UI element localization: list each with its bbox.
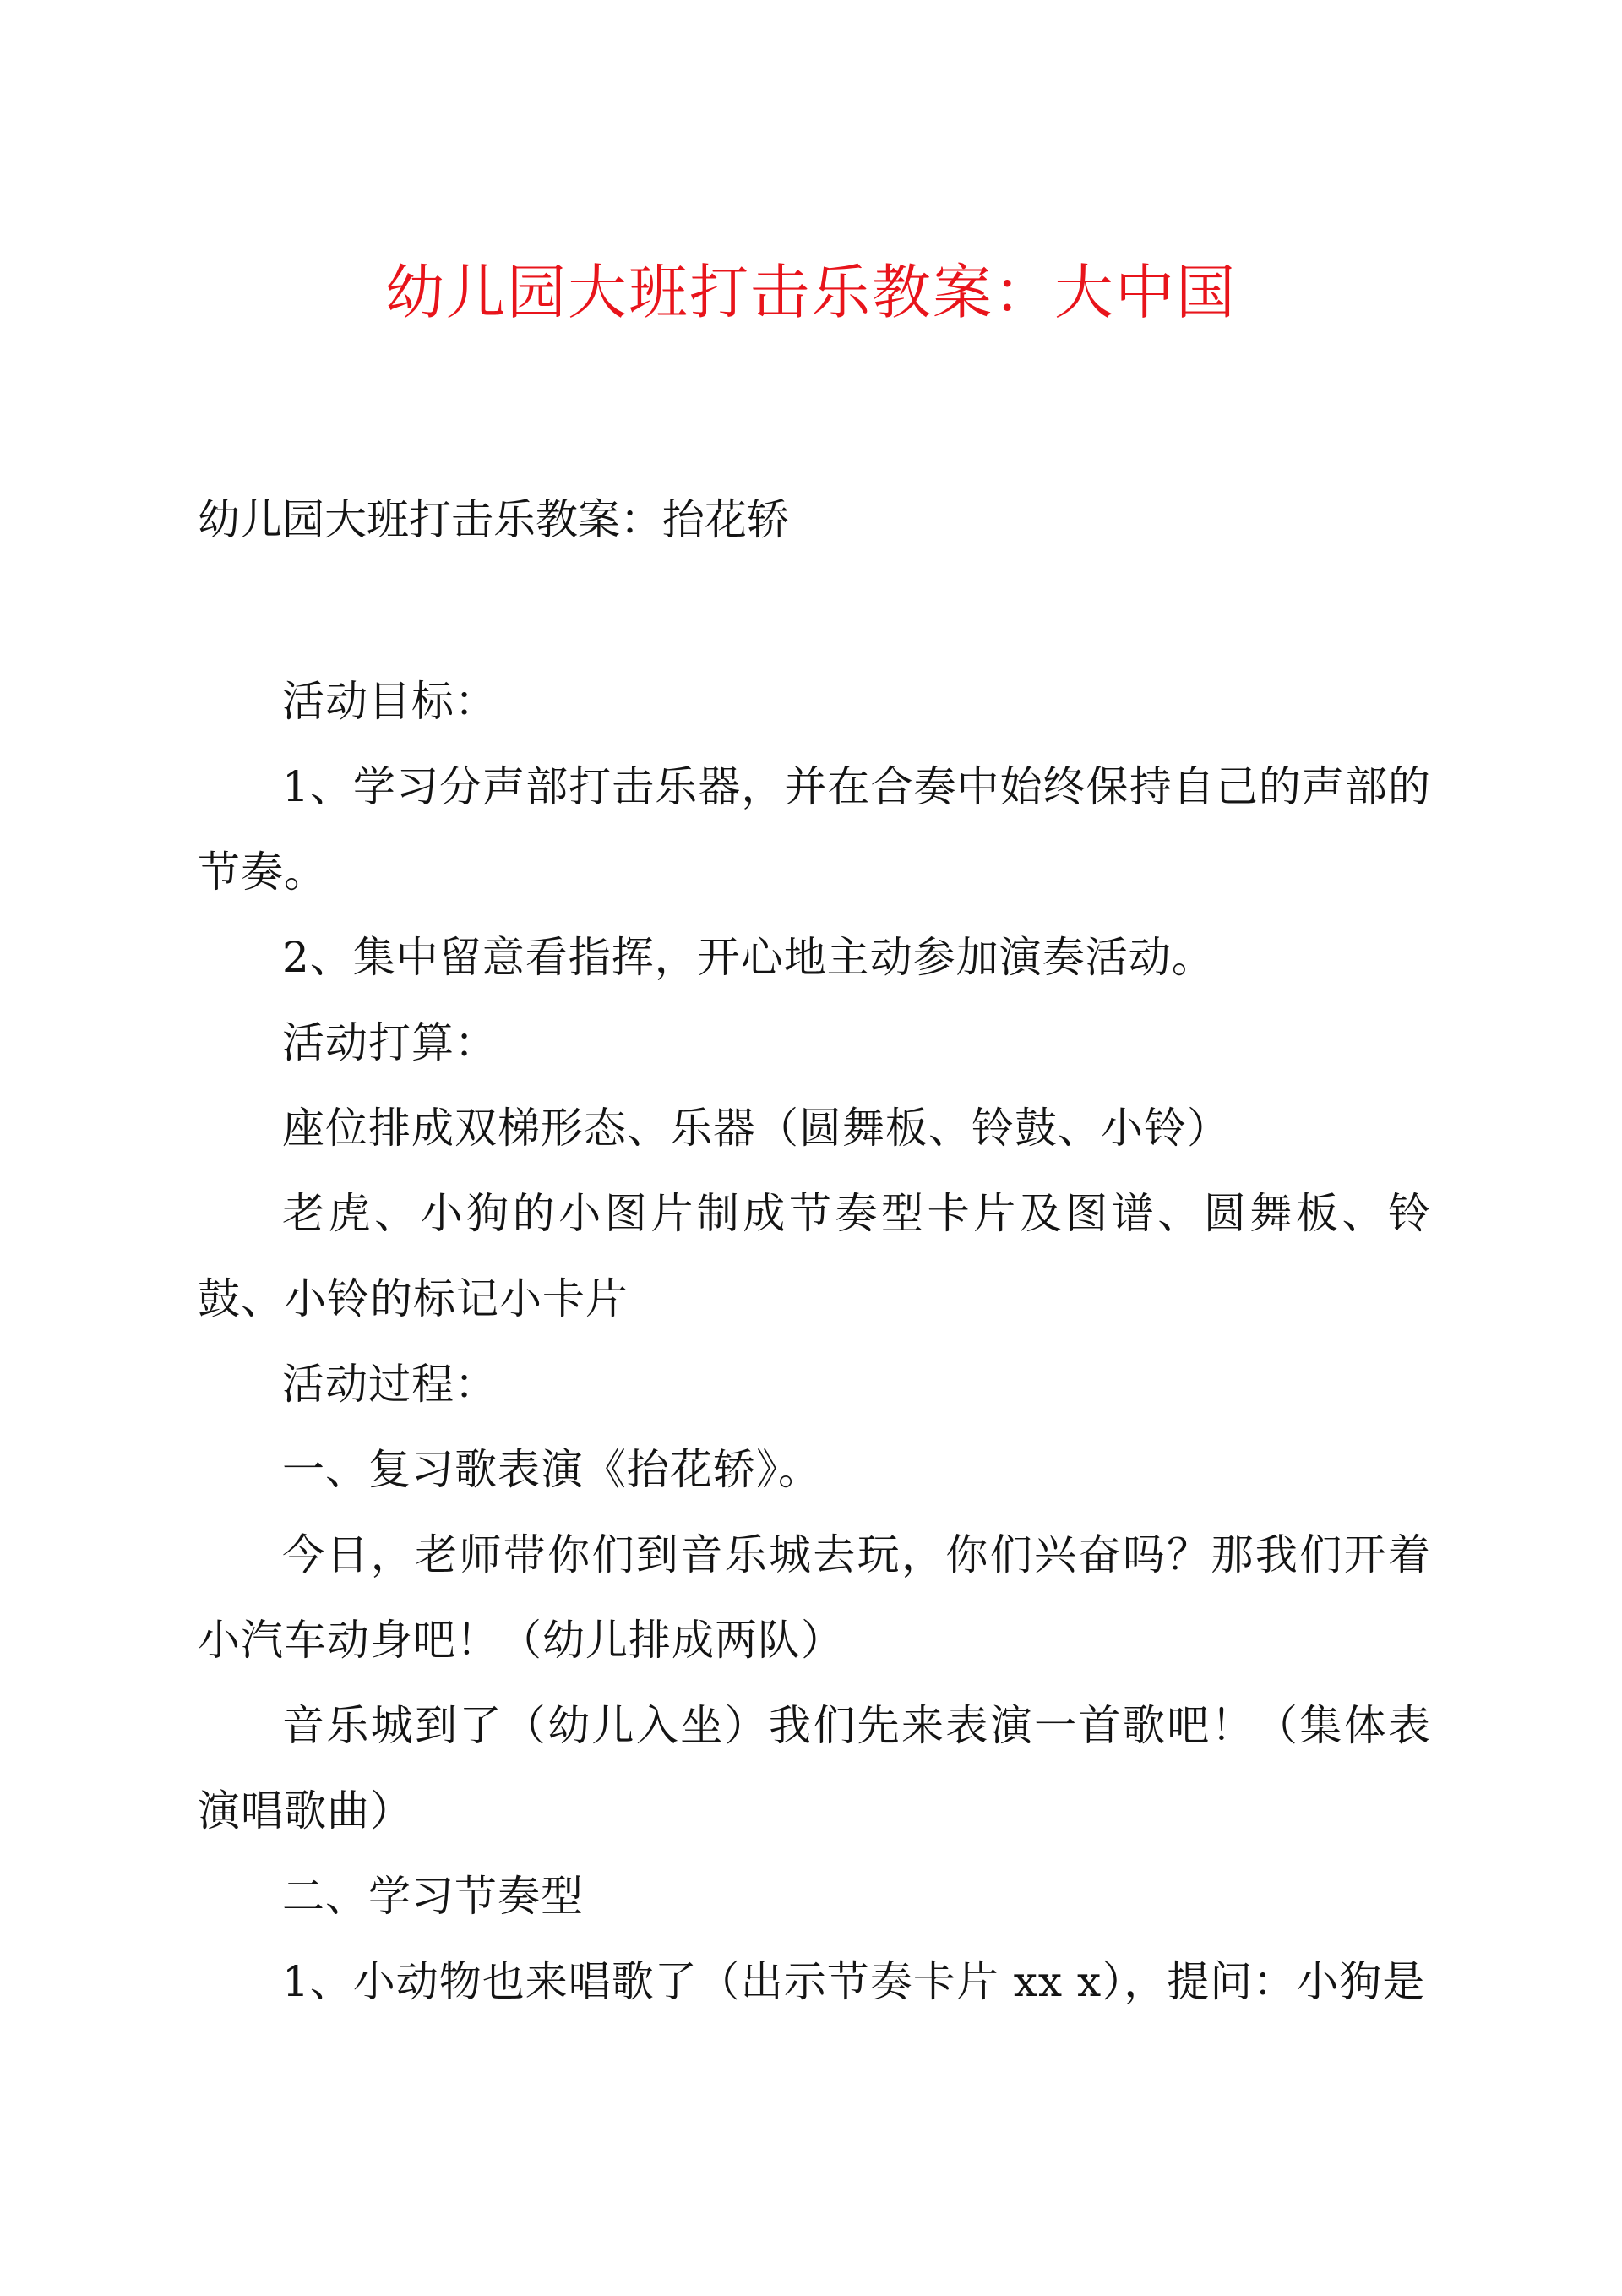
document-subtitle: 幼儿园大班打击乐教案：抬花轿 — [198, 495, 789, 544]
paragraph-preparation-heading: 活动打算： — [282, 1018, 498, 1067]
document-body — [198, 659, 1431, 2025]
paragraph-objective-1: 1、学习分声部打击乐器，并在合奏中始终保持自己的声部的节奏。 — [198, 762, 1431, 897]
paragraph-music-city: 音乐城到了（幼儿入坐）我们先来表演一首歌吧！（集体表演唱歌曲） — [198, 1701, 1431, 1835]
paragraph-process-step-2: 二、学习节奏型 — [282, 1872, 584, 1921]
paragraph-process-step-1: 一、复习歌表演《抬花轿》。 — [282, 1445, 821, 1494]
paragraph-objectives-heading: 活动目标： — [282, 677, 498, 726]
paragraph-intro-dialogue: 今日，老师带你们到音乐城去玩，你们兴奋吗？那我们开着小汽车动身吧！（幼儿排成两队） — [198, 1530, 1431, 1665]
paragraph-preparation-cards: 老虎、小狗的小图片制成节奏型卡片及图谱、圆舞板、铃鼓、小铃的标记小卡片 — [198, 1189, 1431, 1323]
paragraph-objective-2: 2、集中留意看指挥，开心地主动参加演奏活动。 — [282, 933, 1215, 982]
paragraph-process-heading: 活动过程： — [282, 1360, 498, 1409]
paragraph-rhythm-card: 1、小动物也来唱歌了（出示节奏卡片 xx x），提问：小狗是 — [282, 1957, 1426, 2006]
paragraph-preparation-seating: 座位排成双梯形态、乐器（圆舞板、铃鼓、小铃） — [282, 1104, 1230, 1153]
document-title: 幼儿园大班打击乐教案：大中国 — [385, 258, 1237, 327]
